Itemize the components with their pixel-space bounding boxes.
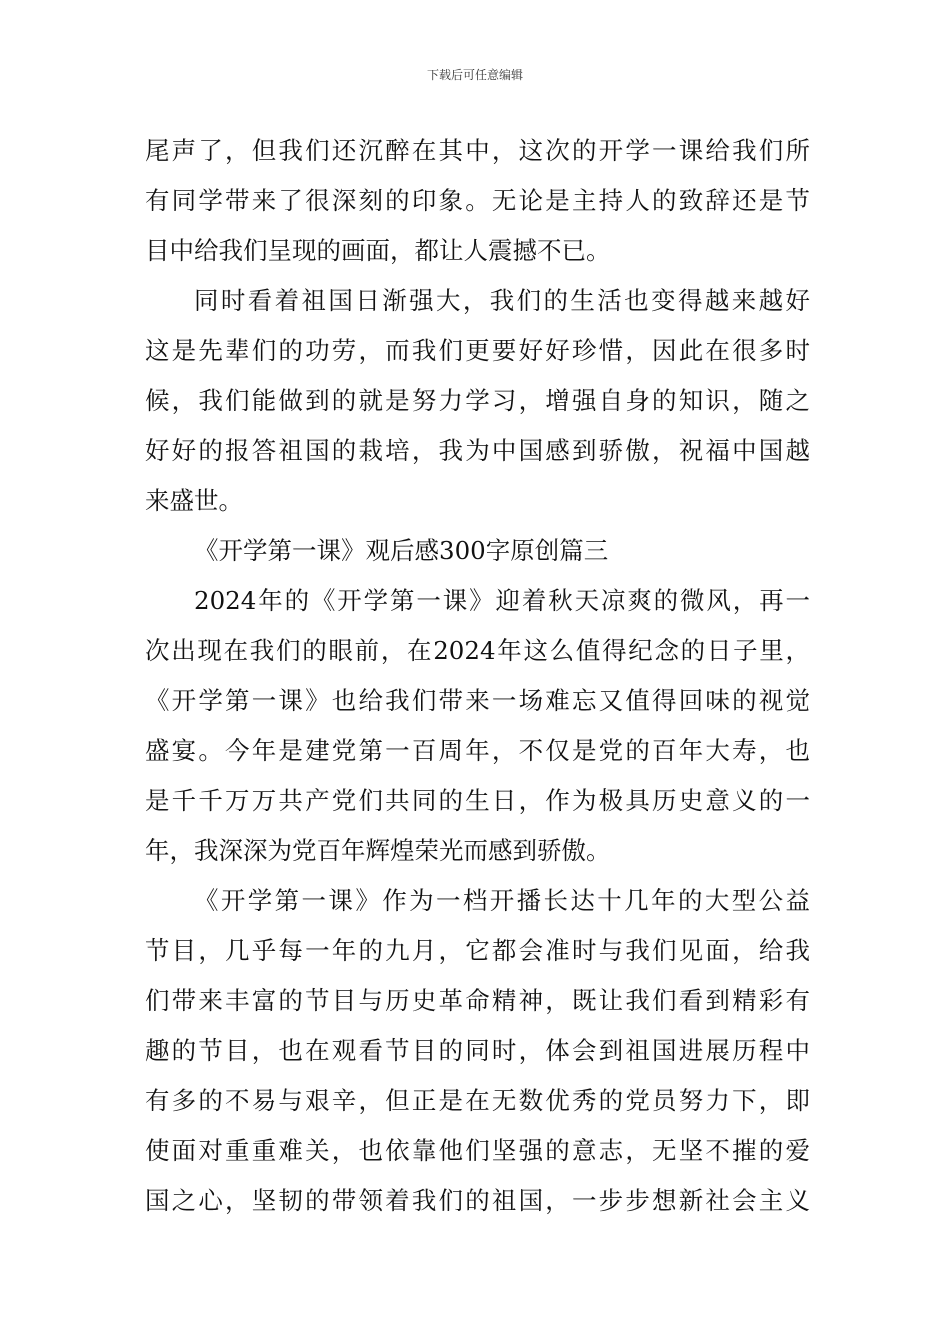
text-line: 尾声了，但我们还沉醉在其中，这次的开学一课给我们所 <box>145 136 810 165</box>
text-line: 次出现在我们的眼前，在2024年这么值得纪念的日子里， <box>145 636 810 665</box>
text-line: 同时看着祖国日渐强大，我们的生活也变得越来越好 <box>194 286 810 315</box>
text-line: 好好的报答祖国的栽培，我为中国感到骄傲，祝福中国越 <box>145 436 810 465</box>
text-line: 候，我们能做到的就是努力学习，增强自身的知识，随之 <box>145 386 810 415</box>
document-body <box>145 126 810 1226</box>
text-line: 《开学第一课》作为一档开播长达十几年的大型公益 <box>194 886 810 915</box>
text-line: 趣的节目，也在观看节目的同时，体会到祖国进展历程中 <box>145 1036 810 1065</box>
page-header: 下载后可任意编辑 <box>426 68 523 82</box>
text-line: 年，我深深为党百年辉煌荣光而感到骄傲。 <box>145 836 611 865</box>
text-line: 这是先辈们的功劳，而我们更要好好珍惜，因此在很多时 <box>145 336 810 365</box>
text-line: 节目，几乎每一年的九月，它都会准时与我们见面，给我 <box>145 936 810 965</box>
text-line: 2024年的《开学第一课》迎着秋天凉爽的微风，再一 <box>194 586 810 615</box>
text-line: 使面对重重难关，也依靠他们坚强的意志，无坚不摧的爱 <box>145 1136 810 1165</box>
text-line: 目中给我们呈现的画面，都让人震撼不已。 <box>145 236 611 265</box>
text-line: 《开学第一课》也给我们带来一场难忘又值得回味的视觉 <box>145 686 810 715</box>
text-line: 盛宴。今年是建党第一百周年，不仅是党的百年大寿，也 <box>145 736 810 765</box>
text-line: 来盛世。 <box>145 486 243 515</box>
text-line: 有同学带来了很深刻的印象。无论是主持人的致辞还是节 <box>145 186 810 215</box>
section-heading: 《开学第一课》观后感300字原创篇三 <box>194 536 609 565</box>
text-line: 是千千万万共产党们共同的生日，作为极具历史意义的一 <box>145 786 810 815</box>
text-line: 们带来丰富的节目与历史革命精神，既让我们看到精彩有 <box>145 986 810 1015</box>
text-line: 国之心，坚韧的带领着我们的祖国，一步步想新社会主义 <box>145 1186 810 1215</box>
text-line: 有多的不易与艰辛，但正是在无数优秀的党员努力下，即 <box>145 1086 810 1115</box>
